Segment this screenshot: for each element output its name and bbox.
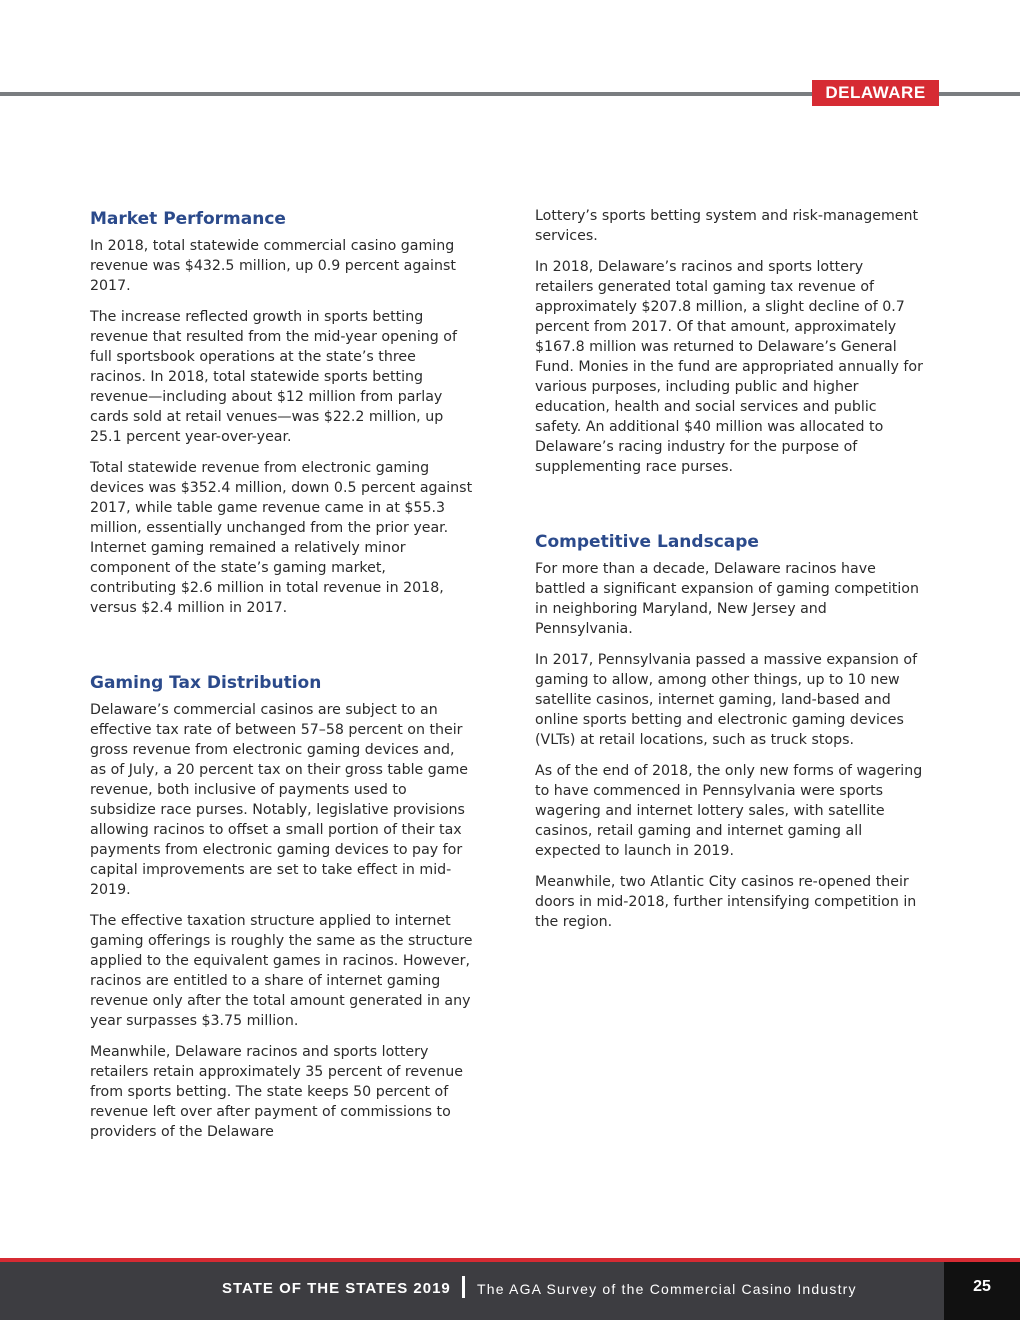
gaming-tax-distribution-section bbox=[90, 670, 475, 1142]
page-number: 25 bbox=[944, 1262, 1020, 1320]
state-tag: DELAWARE bbox=[812, 80, 939, 106]
competitive-landscape-section bbox=[535, 529, 925, 932]
paragraph: The increase reflected growth in sports betting revenue that resulted from the mid-year opening of full sportsbook operations at the state’s three racinos. In 2018, total statewide sports betting revenue—including about $12 million from parlay cards sold at retail venues—was $22.2 million, up 25.1 percent year-over-year. bbox=[90, 309, 457, 445]
footer-divider bbox=[462, 1276, 465, 1298]
section-heading: Gaming Tax Distribution bbox=[90, 673, 322, 693]
paragraph: As of the end of 2018, the only new forms of wagering to have commenced in Pennsylvania were sports wagering and internet lottery sales, with satellite casinos, retail gaming and internet gaming all expected to launch in 2019. bbox=[535, 763, 923, 859]
paragraph: Meanwhile, Delaware racinos and sports lottery retailers retain approximately 35 percent of revenue from sports betting. The state keeps 50 percent of revenue left over after payment of commissions to providers of the Delaware bbox=[90, 1044, 463, 1140]
continued-text bbox=[535, 206, 925, 477]
left-column bbox=[90, 206, 475, 1153]
paragraph: The effective taxation structure applied to internet gaming offerings is roughly the same as the structure applied to the equivalent games in racinos. However, racinos are entitled to a share of internet gaming revenue only after the total amount generated in any year surpasses $3.75 million. bbox=[90, 913, 473, 1029]
right-column bbox=[535, 206, 925, 943]
footer-title: STATE OF THE STATES 2019 bbox=[222, 1280, 451, 1297]
paragraph: In 2018, Delaware’s racinos and sports lottery retailers generated total gaming tax revenue of approximately $207.8 million, a slight decline of 0.7 percent from 2017. Of that amount, approximately $167.8 million was returned to Delaware’s General Fund. Monies in the fund are appropriated annually for various purposes, including public and higher education, health and social services and public safety. An additional $40 million was allocated to Delaware’s racing industry for the purpose of supplementing race purses. bbox=[535, 259, 923, 475]
paragraph: Lottery’s sports betting system and risk-management services. bbox=[535, 208, 919, 244]
page-footer bbox=[0, 1258, 1020, 1320]
paragraph: In 2018, total statewide commercial casino gaming revenue was $432.5 million, up 0.9 percent against 2017. bbox=[90, 238, 456, 294]
footer-subtitle: The AGA Survey of the Commercial Casino Industry bbox=[477, 1281, 857, 1297]
paragraph: Meanwhile, two Atlantic City casinos re-opened their doors in mid-2018, further intensifying competition in the region. bbox=[535, 874, 917, 930]
section-heading: Competitive Landscape bbox=[535, 532, 759, 552]
section-heading: Market Performance bbox=[90, 209, 286, 229]
paragraph: In 2017, Pennsylvania passed a massive expansion of gaming to allow, among other things, up to 10 new satellite casinos, internet gaming, land-based and online sports betting and electronic gaming devices (VLTs) at retail locations, such as truck stops. bbox=[535, 652, 918, 748]
paragraph: Total statewide revenue from electronic gaming devices was $352.4 million, down 0.5 percent against 2017, while table game revenue came in at $55.3 million, essentially unchanged from the prior year. Internet gaming remained a relatively minor component of the state’s gaming market, contributing $2.6 million in total revenue in 2018, versus $2.4 million in 2017. bbox=[90, 460, 473, 616]
paragraph: For more than a decade, Delaware racinos have battled a significant expansion of gaming competition in neighboring Maryland, New Jersey and Pennsylvania. bbox=[535, 561, 919, 637]
market-performance-section bbox=[90, 206, 475, 618]
paragraph: Delaware’s commercial casinos are subject to an effective tax rate of between 57–58 percent on their gross revenue from electronic gaming devices and, as of July, a 20 percent tax on their gross table game revenue, both inclusive of payments used to subsidize race purses. Notably, legislative provisions allowing racinos to offset a small portion of their tax payments from electronic gaming devices to pay for capital improvements are set to take effect in mid-2019. bbox=[90, 702, 469, 898]
